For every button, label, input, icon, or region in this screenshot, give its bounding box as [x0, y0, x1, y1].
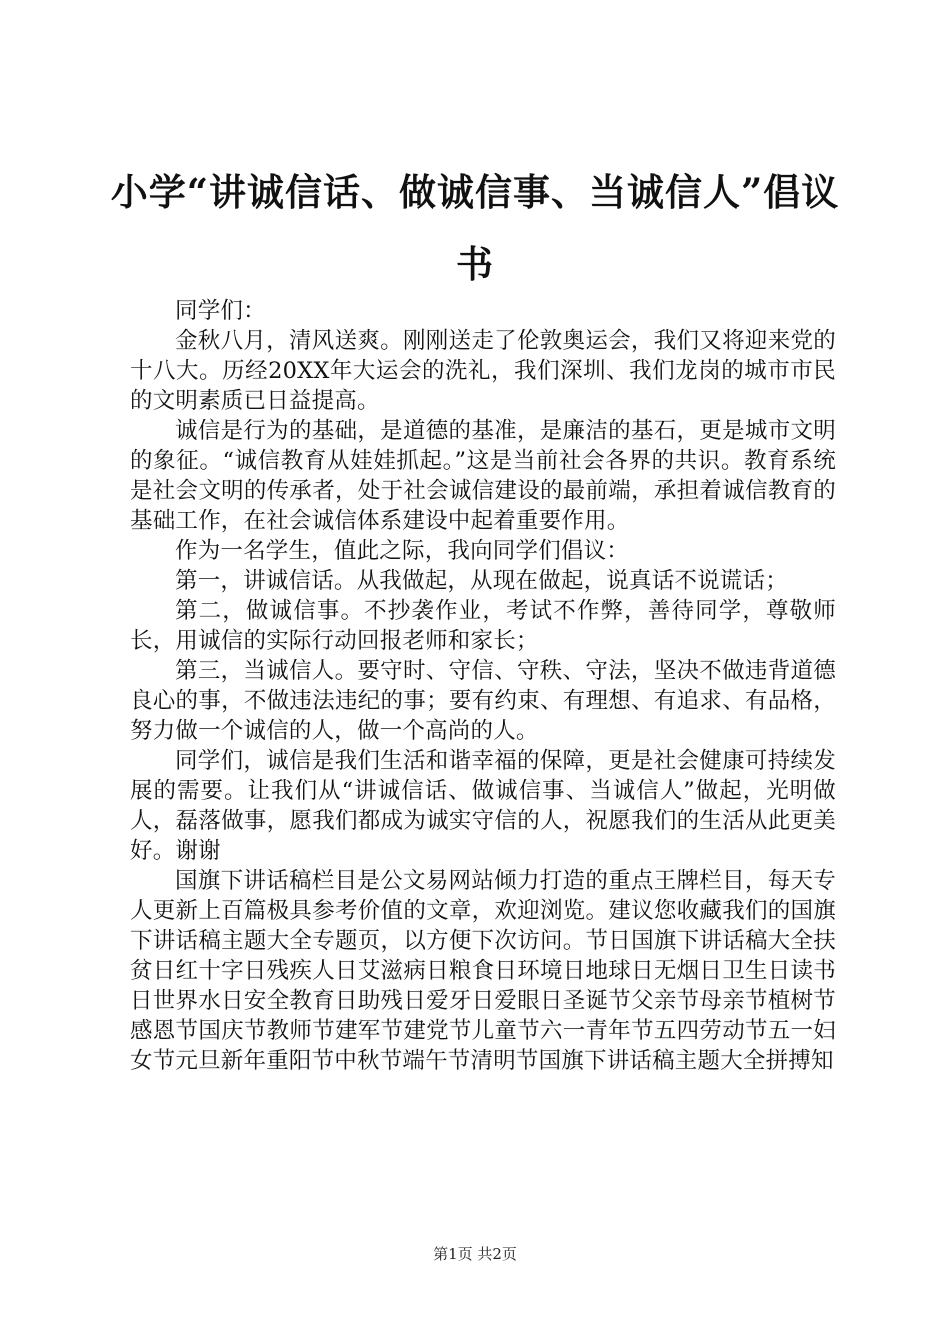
proposal-item-1: 第一，讲诚信话。从我做起，从现在做起，说真话不说谎话；	[175, 568, 788, 594]
body-paragraph: 作为一名学生，值此之际，我向同学们倡议：	[175, 538, 630, 564]
page-footer: 第1页 共2页	[433, 1245, 517, 1263]
document-title: 小学“讲诚信话、做诚信事、当诚信人”倡议书	[110, 170, 840, 286]
proposal-item-3: 第三，当诚信人。要守时、守信、守秩、守法，坚决不做违背道德良心的事，不做违法违纪的事；要有约束、有理想、有追求、有品格，努力做一个诚信的人，做一个高尚的人。	[130, 658, 836, 744]
site-note-paragraph: 国旗下讲话稿栏目是公文易网站倾力打造的重点王牌栏目，每天专人更新上百篇极具参考价值的文章，欢迎浏览。建议您收藏我们的国旗下讲话稿主题大全专题页，以方便下次访问。节日国旗下讲话稿大全扶贫日红十字日残疾人日艾滋病日粮食日环境日地球日无烟日卫生日读书日世界水日安全教育日助残日爱牙日爱眼日圣诞节父亲节母亲节植树节感恩节国庆节教师节建军节建党节儿童节六一青年节五四劳动节五一妇女节元旦新年重阳节中秋节端午节清明节国旗下讲话稿主题大全拼搏知	[130, 868, 836, 1074]
greeting-paragraph: 同学们：	[175, 298, 266, 324]
proposal-item-2: 第二，做诚信事。不抄袭作业，考试不作弊，善待同学，尊敬师长，用诚信的实际行动回报老师和家长；	[130, 598, 836, 654]
body-paragraph: 诚信是行为的基础，是道德的基准，是廉洁的基石，更是城市文明的象征。“诚信教育从娃娃抓起。”这是当前社会各界的共识。教育系统是社会文明的传承者，处于社会诚信建设的最前端，承担着诚信教育的基础工作，在社会诚信体系建设中起着重要作用。	[130, 418, 836, 534]
body-paragraph: 金秋八月，清风送爽。刚刚送走了伦敦奥运会，我们又将迎来党的十八大。历经20XX年大运会的洗礼，我们深圳、我们龙岗的城市市民的文明素质已日益提高。	[130, 328, 836, 414]
closing-paragraph: 同学们，诚信是我们生活和谐幸福的保障，更是社会健康可持续发展的需要。让我们从“讲诚信话、做诚信事、当诚信人”做起，光明做人，磊落做事，愿我们都成为诚实守信的人，祝愿我们的生活从此更美好。谢谢	[130, 748, 836, 864]
document-body	[130, 296, 836, 1076]
